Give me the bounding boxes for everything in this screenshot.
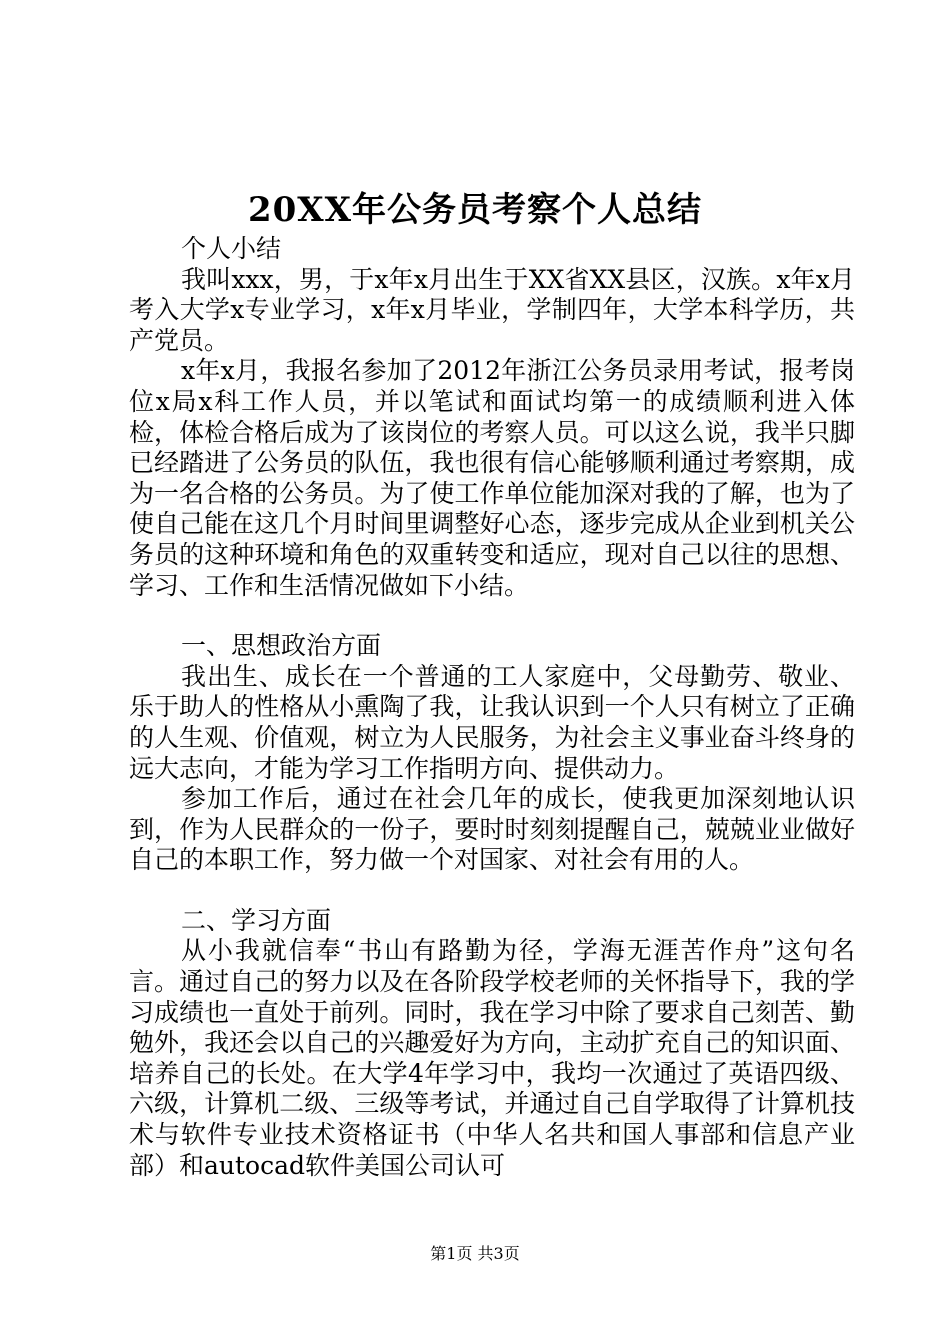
page-number-footer: 第1页 共3页	[430, 1244, 520, 1263]
paragraph-work: 参加工作后，通过在社会几年的成长，使我更加深刻地认识到，作为人民群众的一份子，要时时刻刻提醒自己，兢兢业业做好自己的本职工作，努力做一个对国家、对社会有用的人。	[129, 784, 855, 875]
document-body	[129, 234, 855, 1181]
intro-heading: 个人小结	[181, 234, 282, 263]
paragraph-upbringing: 我出生、成长在一个普通的工人家庭中，父母勤劳、敬业、乐于助人的性格从小熏陶了我，让我认识到一个人只有树立了正确的人生观、价值观，树立为人民服务，为社会主义事业奋斗终身的远大志向，才能为学习工作指明方向、提供动力。	[129, 661, 855, 783]
document-title: 20XX年公务员考察个人总结	[247, 190, 703, 230]
heading-study: 二、学习方面	[181, 905, 332, 935]
paragraph-personal-info: 我叫xxx，男，于x年x月出生于XX省XX县区，汉族。x年x月考入大学x专业学习，x年x月毕业，学制四年，大学本科学历，共产党员。	[129, 264, 855, 355]
paragraph-exam: x年x月，我报名参加了2012年浙江公务员录用考试，报考岗位x局x科工作人员，并以笔试和面试均第一的成绩顺利进入体检，体检合格后成为了该岗位的考察人员。可以这么说，我半只脚已经踏进了公务员的队伍，我也很有信心能够顺利通过考察期，成为一名合格的公务员。为了使工作单位能加深对我的了解，也为了使自己能在这几个月时间里调整好心态，逐步完成从企业到机关公务员的这种环境和角色的双重转变和适应，现对自己以往的思想、学习、工作和生活情况做如下小结。	[129, 356, 855, 600]
heading-political: 一、思想政治方面	[181, 631, 382, 661]
paragraph-study: 从小我就信奉“书山有路勤为径，学海无涯苦作舟”这句名言。通过自己的努力以及在各阶段学校老师的关怀指导下，我的学习成绩也一直处于前列。同时，我在学习中除了要求自己刻苦、勤勉外，我还会以自己的兴趣爱好为方向，主动扩充自己的知识面、培养自己的长处。在大学4年学习中，我均一次通过了英语四级、六级，计算机二级、三级等考试，并通过自己自学取得了计算机技术与软件专业技术资格证书（中华人名共和国人事部和信息产业部）和autocad软件美国公司认可	[129, 936, 855, 1180]
